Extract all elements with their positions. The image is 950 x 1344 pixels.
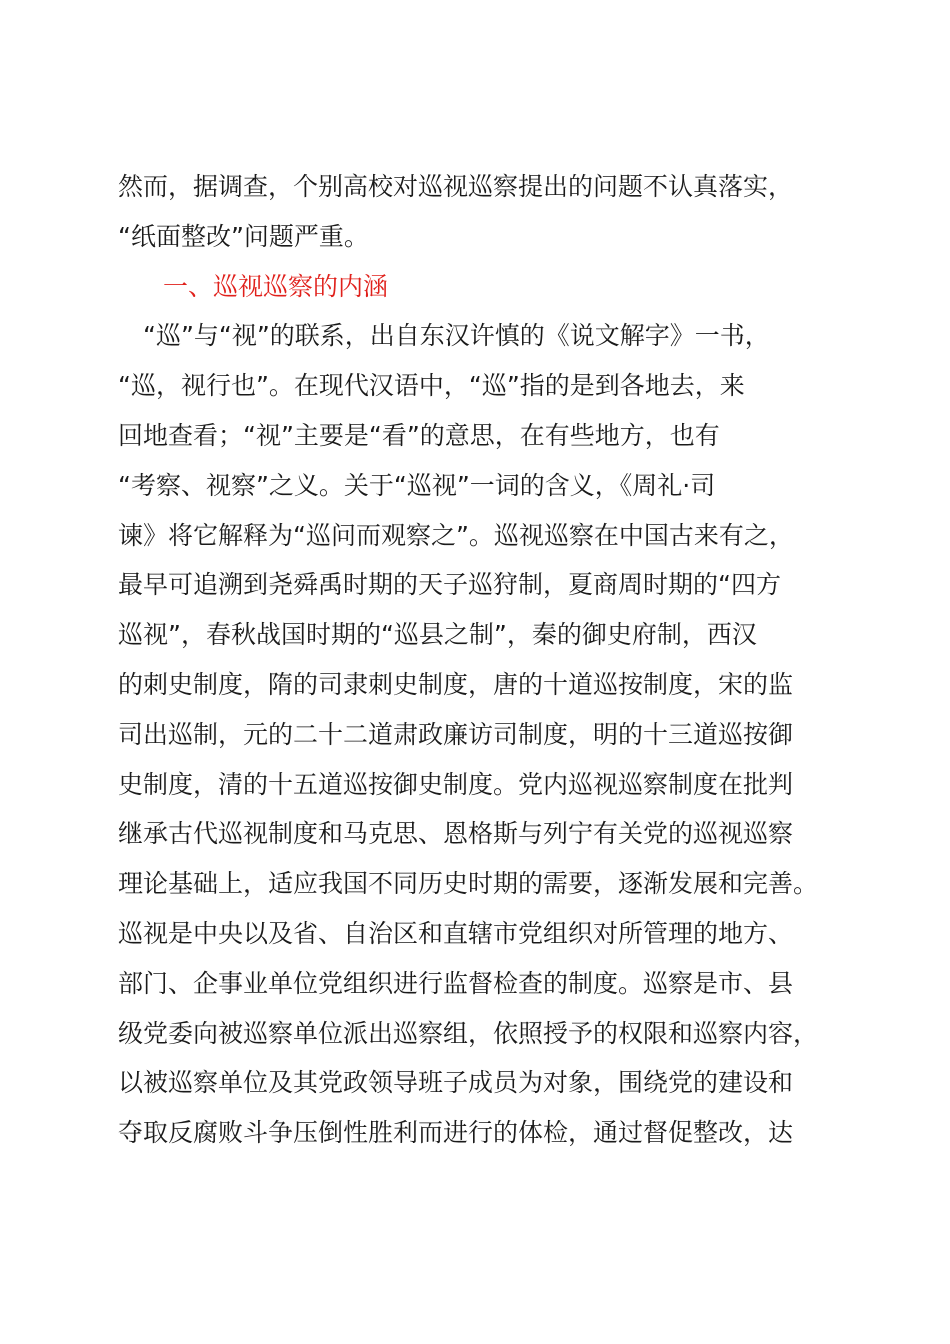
- body-line: 部门、企事业单位党组织进行监督检查的制度。巡察是市、县: [118, 968, 794, 998]
- body-line: 最早可追溯到尧舜禹时期的天子巡狩制，夏商周时期的“四方: [118, 570, 781, 600]
- body-line: 巡视”，春秋战国时期的“巡县之制”，秦的御史府制，西汉: [118, 620, 757, 650]
- intro-line: “纸面整改”问题严重。: [118, 221, 369, 251]
- body-line: 史制度，清的十五道巡按御史制度。党内巡视巡察制度在批判: [118, 769, 794, 799]
- body-line: 理论基础上，适应我国不同历史时期的需要，逐渐发展和完善。: [118, 869, 819, 899]
- section-heading: 一、巡视巡察的内涵: [163, 271, 389, 301]
- body-line: 司出巡制，元的二十二道肃政廉访司制度，明的十三道巡按御: [118, 719, 794, 749]
- body-line: 巡视是中央以及省、自治区和直辖市党组织对所管理的地方、: [118, 918, 794, 948]
- body-line: 夺取反腐败斗争压倒性胜利而进行的体检，通过督促整改，达: [118, 1118, 794, 1148]
- document-body: [118, 162, 838, 1158]
- intro-line: 然而，据调查，个别高校对巡视巡察提出的问题不认真落实，: [118, 172, 794, 201]
- body-line: “巡”与“视”的联系，出自东汉许慎的《说文解字》一书，: [118, 321, 770, 351]
- body-line: 回地查看；“视”主要是“看”的意思，在有些地方，也有: [118, 420, 720, 450]
- body-line: 谏》将它解释为“巡问而观察之”。巡视巡察在中国古来有之，: [118, 520, 794, 550]
- body-line: 的刺史制度，隋的司隶刺史制度，唐的十道巡按制度，宋的监: [118, 669, 794, 699]
- body-line: “巡，视行也”。在现代汉语中，“巡”指的是到各地去，来: [118, 371, 745, 401]
- body-line: 级党委向被巡察单位派出巡察组，依照授予的权限和巡察内容，: [118, 1018, 819, 1048]
- body-line: 继承古代巡视制度和马克思、恩格斯与列宁有关党的巡视巡察: [118, 819, 794, 849]
- body-line: “考察、视察”之义。关于“巡视”一词的含义，《周礼·司: [118, 470, 716, 500]
- body-line: 以被巡察单位及其党政领导班子成员为对象，围绕党的建设和: [118, 1068, 794, 1098]
